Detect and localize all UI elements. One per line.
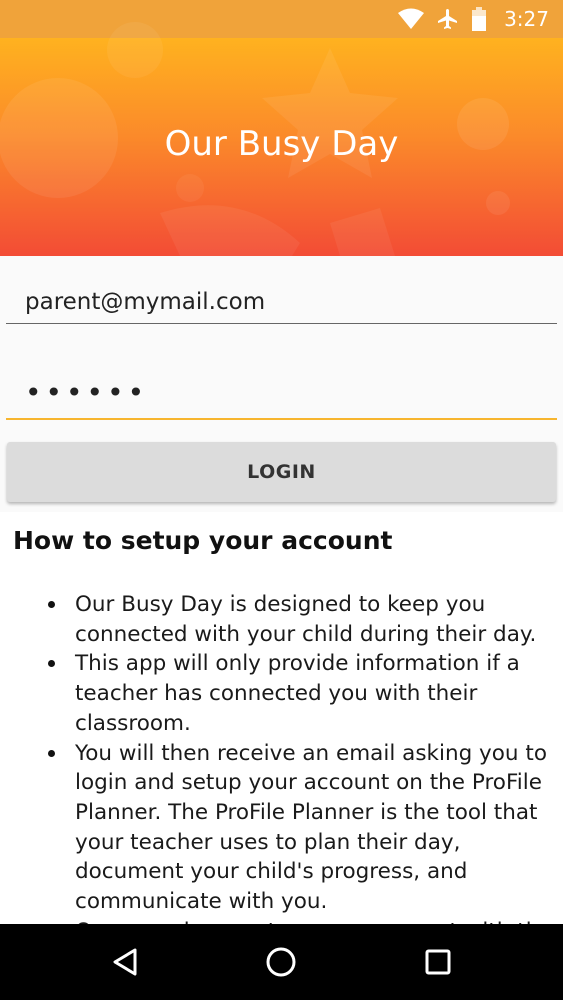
list-item: Our Busy Day is designed to keep you connected with your child during their day.	[75, 590, 563, 649]
setup-info[interactable]	[0, 512, 563, 924]
back-button[interactable]	[75, 924, 175, 1000]
back-icon	[111, 947, 139, 977]
status-time: 3:27	[504, 7, 549, 31]
recents-icon	[424, 948, 452, 976]
home-icon	[265, 946, 297, 978]
airplane-icon	[436, 7, 460, 31]
app-header	[0, 38, 563, 256]
list-item: This app will only provide information if a teacher has connected you with their classroom.	[75, 649, 563, 738]
setup-list	[0, 590, 563, 946]
wifi-icon	[398, 8, 424, 30]
battery-icon	[472, 7, 486, 31]
status-bar	[0, 0, 563, 38]
recents-button[interactable]	[388, 924, 488, 1000]
app-title: Our Busy Day	[164, 124, 399, 164]
login-form	[0, 256, 563, 512]
login-button[interactable]: LOGIN	[7, 442, 556, 502]
list-item: You will then receive an email asking you to login and setup your account on the ProFile Planner. The ProFile Planner is the tool that your teacher uses to plan their day, document your child's progress, and communicate with you.	[75, 739, 563, 917]
setup-heading: How to setup your account	[13, 526, 393, 555]
email-field[interactable]	[6, 280, 557, 324]
home-button[interactable]	[231, 924, 331, 1000]
password-field[interactable]	[6, 366, 557, 420]
navigation-bar	[0, 924, 563, 1000]
